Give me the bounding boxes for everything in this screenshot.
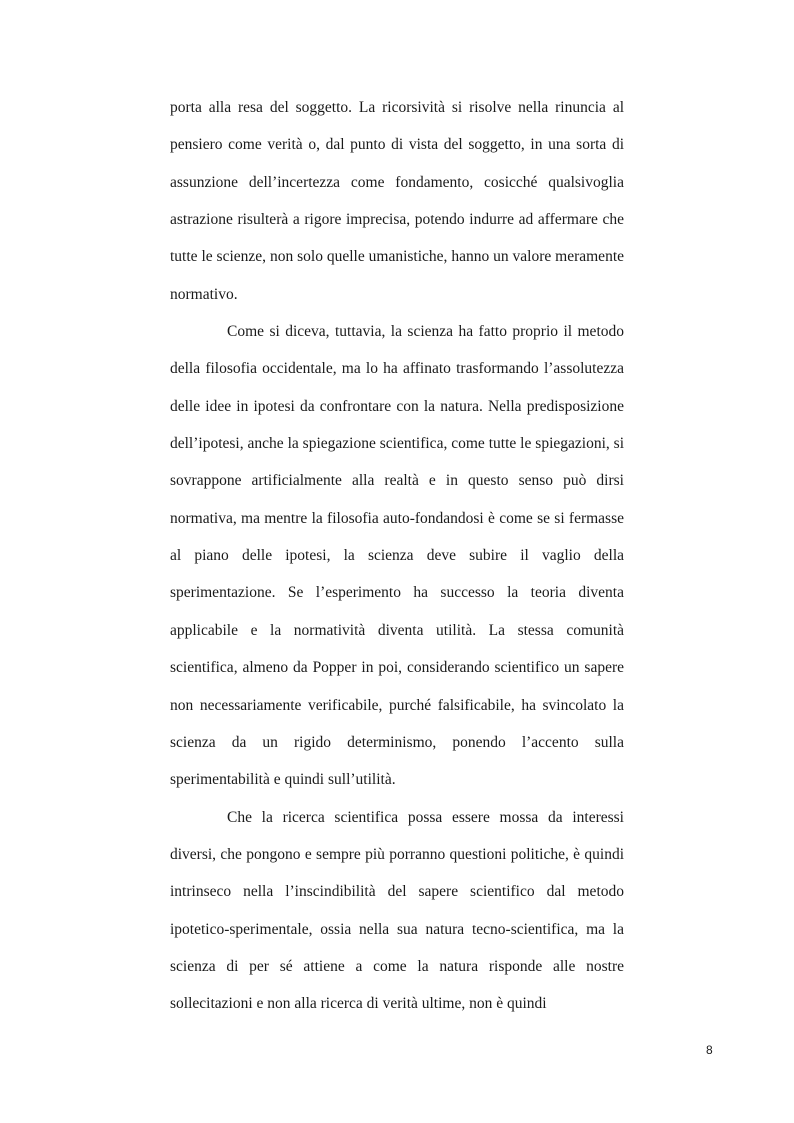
paragraph-2: Come si diceva, tuttavia, la scienza ha fatto proprio il metodo della filosofia occidentale, ma lo ha affinato trasformando l’assolutezza delle idee in ipotesi da confrontare con la natura. Nella predisposizione dell’ipotesi, anche la spiegazione scientifica, come tutte le spiegazioni, si sovrappone artificialmente alla realtà e in questo senso può dirsi normativa, ma mentre la filosofia auto-fondandosi è come se si fermasse al piano delle ipotesi, la scienza deve subire il vaglio della sperimentazione. Se l’esperimento ha successo la teoria diventa applicabile e la normatività diventa utilità. La stessa comunità scientifica, almeno da Popper in poi, considerando scientifico un sapere non necessariamente verificabile, purché falsificabile, ha svincolato la scienza da un rigido determinismo, ponendo l’accento sulla sperimentabilità e quindi sull’utilità. xyxy=(170,323,624,789)
body-text xyxy=(170,89,624,1023)
page-number: 8 xyxy=(706,1043,713,1057)
paragraph-1: porta alla resa del soggetto. La ricorsività si risolve nella rinuncia al pensiero come verità o, dal punto di vista del soggetto, in una sorta di assunzione dell’incertezza come fondamento, cosicché qualsivoglia astrazione risulterà a rigore imprecisa, potendo indurre ad affermare che tutte le scienze, non solo quelle umanistiche, hanno un valore meramente normativo. xyxy=(170,99,624,303)
paragraph-3: Che la ricerca scientifica possa essere mossa da interessi diversi, che pongono e sempre più porranno questioni politiche, è quindi intrinseco nella l’inscindibilità del sapere scientifico dal metodo ipotetico-sperimentale, ossia nella sua natura tecno-scientifica, ma la scienza di per sé attiene a come la natura risponde alle nostre sollecitazioni e non alla ricerca di verità ultime, non è quindi xyxy=(170,808,624,1013)
